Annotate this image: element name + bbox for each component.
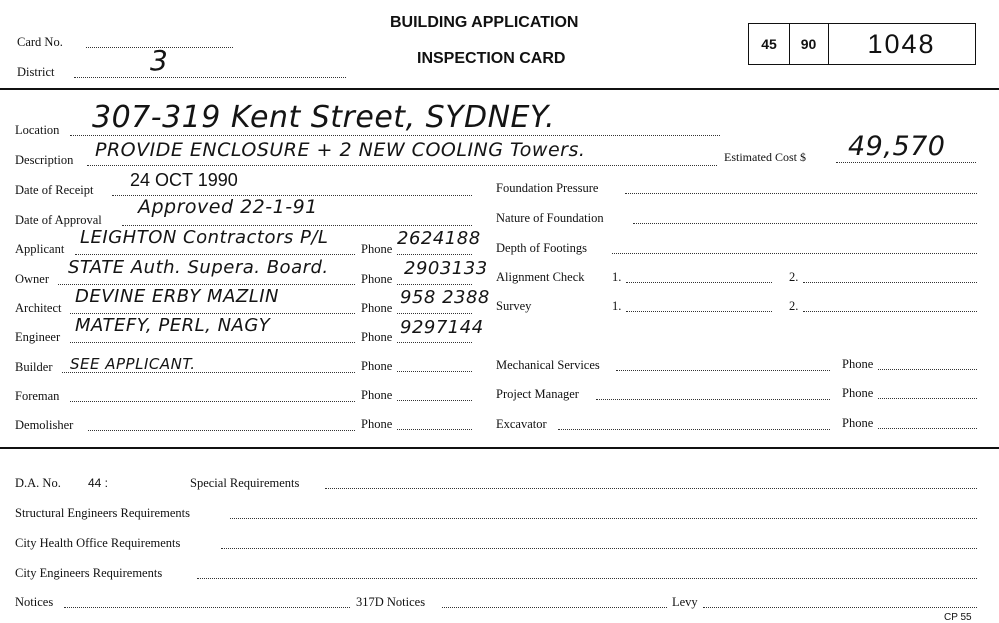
alignment-check-field-1[interactable] (626, 282, 772, 283)
owner-label: Owner (15, 272, 50, 286)
excavator-phone-label: Phone (842, 416, 874, 430)
special-requirements-label: Special Requirements (190, 476, 300, 490)
estimated-cost-label: Estimated Cost $ (724, 150, 806, 164)
survey-label: Survey (496, 299, 532, 313)
form-code: CP 55 (944, 612, 972, 623)
date-of-approval-field[interactable] (122, 225, 472, 226)
date-of-approval-label: Date of Approval (15, 213, 102, 227)
survey-field-2[interactable] (803, 311, 977, 312)
architect-phone-field[interactable] (397, 313, 472, 314)
page-title: BUILDING APPLICATION (390, 14, 579, 31)
alignment-item-2: 2. (789, 270, 799, 284)
excavator-field[interactable] (558, 429, 830, 430)
alignment-check-field-2[interactable] (803, 282, 977, 283)
mechanical-services-label: Mechanical Services (496, 358, 600, 372)
engineer-value: MATEFY, PERL, NAGY (75, 315, 271, 336)
architect-value: DEVINE ERBY MAZLIN (75, 286, 280, 307)
date-of-approval-value: Approved 22-1-91 (138, 196, 318, 218)
box-number: 1048 (867, 28, 936, 59)
city-health-requirements-field[interactable] (221, 548, 977, 549)
date-of-receipt-stamp: 24 OCT 1990 (130, 170, 238, 190)
engineer-label: Engineer (15, 330, 61, 344)
architect-phone-value: 958 2388 (400, 287, 490, 308)
project-manager-label: Project Manager (496, 387, 579, 401)
owner-phone-label: Phone (361, 272, 393, 286)
owner-phone-field[interactable] (397, 284, 472, 285)
section-divider (0, 447, 999, 449)
box-code-2: 90 (789, 24, 829, 64)
da-no-value: 44 : (88, 476, 109, 490)
nature-of-foundation-label: Nature of Foundation (496, 211, 604, 225)
description-field[interactable] (87, 165, 717, 166)
estimated-cost-value: 49,570 (848, 131, 946, 162)
applicant-phone-field[interactable] (397, 254, 472, 255)
foreman-phone-field[interactable] (397, 400, 472, 401)
builder-phone-label: Phone (361, 359, 393, 373)
excavator-phone-field[interactable] (878, 428, 977, 429)
location-field[interactable] (70, 135, 720, 136)
applicant-label: Applicant (15, 242, 65, 256)
structural-requirements-field[interactable] (230, 518, 977, 519)
excavator-label: Excavator (496, 417, 547, 431)
mechanical-services-field[interactable] (616, 370, 830, 371)
engineer-phone-value: 9297144 (400, 317, 484, 338)
page-subtitle: INSPECTION CARD (417, 50, 566, 67)
depth-of-footings-field[interactable] (612, 253, 977, 254)
demolisher-label: Demolisher (15, 418, 74, 432)
mechanical-phone-field[interactable] (878, 369, 977, 370)
architect-field[interactable] (70, 313, 355, 314)
foreman-field[interactable] (70, 401, 355, 402)
structural-requirements-label: Structural Engineers Requirements (15, 506, 190, 520)
survey-item-2: 2. (789, 299, 799, 313)
notices-317d-field[interactable] (442, 607, 667, 608)
notices-317d-label: 317D Notices (356, 595, 426, 609)
levy-label: Levy (672, 595, 698, 609)
district-label: District (17, 65, 55, 79)
applicant-phone-value: 2624188 (397, 228, 481, 249)
demolisher-phone-label: Phone (361, 417, 393, 431)
alignment-item-1: 1. (612, 270, 622, 284)
da-no-label: D.A. No. (15, 476, 61, 490)
builder-value: SEE APPLICANT. (70, 355, 196, 373)
foundation-pressure-label: Foundation Pressure (496, 181, 599, 195)
notices-label: Notices (15, 595, 54, 609)
builder-label: Builder (15, 360, 53, 374)
owner-field[interactable] (58, 284, 355, 285)
nature-of-foundation-field[interactable] (633, 223, 977, 224)
engineer-field[interactable] (70, 342, 355, 343)
foundation-pressure-field[interactable] (625, 193, 977, 194)
alignment-check-label: Alignment Check (496, 270, 585, 284)
date-of-receipt-label: Date of Receipt (15, 183, 94, 197)
city-engineers-requirements-field[interactable] (197, 578, 977, 579)
demolisher-field[interactable] (88, 430, 355, 431)
location-value: 307-319 Kent Street, SYDNEY. (92, 100, 556, 135)
special-requirements-field[interactable] (325, 488, 977, 489)
header-divider (0, 88, 999, 90)
owner-phone-value: 2903133 (404, 258, 488, 279)
applicant-field[interactable] (75, 254, 355, 255)
architect-label: Architect (15, 301, 62, 315)
mechanical-phone-label: Phone (842, 357, 874, 371)
architect-phone-label: Phone (361, 301, 393, 315)
applicant-phone-label: Phone (361, 242, 393, 256)
applicant-value: LEIGHTON Contractors P/L (80, 227, 329, 248)
city-engineers-requirements-label: City Engineers Requirements (15, 566, 163, 580)
district-value: 3 (150, 44, 169, 77)
district-field[interactable] (74, 77, 346, 78)
project-manager-phone-field[interactable] (878, 398, 977, 399)
depth-of-footings-label: Depth of Footings (496, 241, 587, 255)
card-number-box (748, 23, 976, 65)
demolisher-phone-field[interactable] (397, 429, 472, 430)
card-no-label: Card No. (17, 35, 63, 49)
levy-field[interactable] (703, 607, 977, 608)
estimated-cost-field[interactable] (836, 162, 976, 163)
location-label: Location (15, 123, 60, 137)
foreman-label: Foreman (15, 389, 60, 403)
city-health-requirements-label: City Health Office Requirements (15, 536, 181, 550)
survey-item-1: 1. (612, 299, 622, 313)
survey-field-1[interactable] (626, 311, 772, 312)
project-manager-field[interactable] (596, 399, 830, 400)
project-manager-phone-label: Phone (842, 386, 874, 400)
description-value: PROVIDE ENCLOSURE + 2 NEW COOLING Towers. (95, 139, 586, 161)
foreman-phone-label: Phone (361, 388, 393, 402)
description-label: Description (15, 153, 74, 167)
builder-phone-field[interactable] (397, 371, 472, 372)
notices-field[interactable] (64, 607, 350, 608)
box-code-1: 45 (749, 24, 790, 64)
owner-value: STATE Auth. Supera. Board. (68, 257, 329, 278)
engineer-phone-field[interactable] (397, 342, 472, 343)
engineer-phone-label: Phone (361, 330, 393, 344)
